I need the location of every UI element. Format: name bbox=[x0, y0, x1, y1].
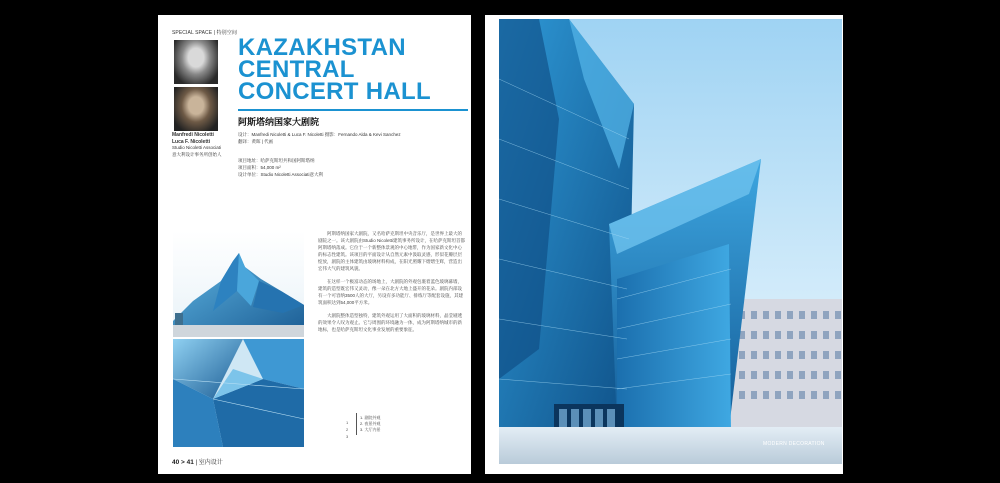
title-line: CENTRAL bbox=[238, 56, 355, 83]
detail-line: 设计单位：Studio Nicoletti Associati意大利 bbox=[238, 172, 324, 177]
photo-captions bbox=[360, 415, 380, 433]
title-line: CONCERT HALL bbox=[238, 78, 431, 105]
architect-credits bbox=[172, 132, 222, 158]
page-number-value: 40 > 41 bbox=[172, 459, 194, 466]
credit-line: 设计：Manfredi Nicoletti & Luca F. Nicoletti 摄影：Fernando Alda & Kevi Sanchez bbox=[238, 132, 401, 137]
magazine-name: | 室内设计 bbox=[195, 460, 223, 466]
caption-line: 2. 夜景外观 bbox=[360, 421, 381, 426]
detail-line: 项目面积：54,000 m² bbox=[238, 165, 281, 170]
body-paragraph: 大剧院整体造型独特，建筑外观运用了大面积的玻璃材料，晶莹剔透的效果令人叹为观止。它与周围的环境融为一体，成为阿斯塔纳城市的新地标，也是哈萨克斯坦文化事业发展的重要象征。 bbox=[318, 313, 462, 332]
body-paragraph: 阿斯塔纳国家大剧院，又名哈萨克斯坦中央音乐厅，是世界上最大的剧院之一。该大剧院由Studio Nicoletti建筑事务所设计，在哈萨克斯坦首都阿斯塔纳落成。它位于一个新整体景观的中心地带，作为国家新文化中心的标志性建筑。该项目的平面设计从自然元素中汲取灵感，形似花瓣层层绽放，剧院的主体建筑由玻璃材料构成，在阳光照耀下熠熠生辉，营造出宏伟大气的建筑风貌。 bbox=[318, 231, 466, 271]
section-label: SPECIAL SPACE | 特别空间 bbox=[172, 30, 237, 36]
caption-index: 1 2 3 bbox=[346, 420, 349, 439]
caption-line: 3. 大厅内景 bbox=[360, 427, 381, 432]
credit-line: 翻译：黄晖 | 代画 bbox=[238, 139, 274, 144]
body-paragraph: 在这样一个极富动态的场地上，大剧院的外观包裹着蓝色玻璃幕墙，建筑的造型既宏伟又灵动，像一朵在北方大地上盛开的花朵。剧院内部设有一个可容纳3500人的大厅，另设有多功能厅、排练厅等配套设施，其建筑面积达到54,000平方米。 bbox=[318, 279, 464, 305]
title-rule bbox=[238, 109, 468, 111]
article-title bbox=[238, 34, 468, 105]
caption-rule bbox=[356, 413, 357, 435]
article-subtitle: 阿斯塔纳国家大剧院 bbox=[238, 117, 320, 127]
left-page bbox=[158, 15, 471, 474]
page-number bbox=[172, 457, 223, 466]
photo-facade-detail bbox=[173, 339, 304, 447]
architect-name-2: Luca F. Nicoletti bbox=[172, 138, 211, 145]
credits-block bbox=[238, 131, 401, 145]
architect-name-1: Manfredi Nicoletti bbox=[172, 132, 214, 138]
architect-role: 意大利设计事务所创始人 bbox=[172, 151, 222, 157]
detail-line: 项目地址：哈萨克斯坦共和国阿斯塔纳 bbox=[238, 158, 315, 163]
main-photo-concert-hall bbox=[499, 19, 842, 464]
caption-line: 1. 剧院外观 bbox=[360, 415, 381, 420]
title-line: KAZAKHSTAN bbox=[238, 34, 406, 61]
architect-portrait-2 bbox=[174, 87, 218, 131]
architect-firm: Studio Nicoletti Associati bbox=[172, 145, 222, 150]
project-details bbox=[238, 157, 323, 178]
article-body bbox=[318, 230, 466, 339]
right-page bbox=[485, 15, 843, 474]
architect-portrait-1 bbox=[174, 40, 218, 84]
photo-caption: MODERN DECORATION bbox=[763, 441, 825, 447]
photo-exterior-thumb bbox=[173, 231, 304, 337]
